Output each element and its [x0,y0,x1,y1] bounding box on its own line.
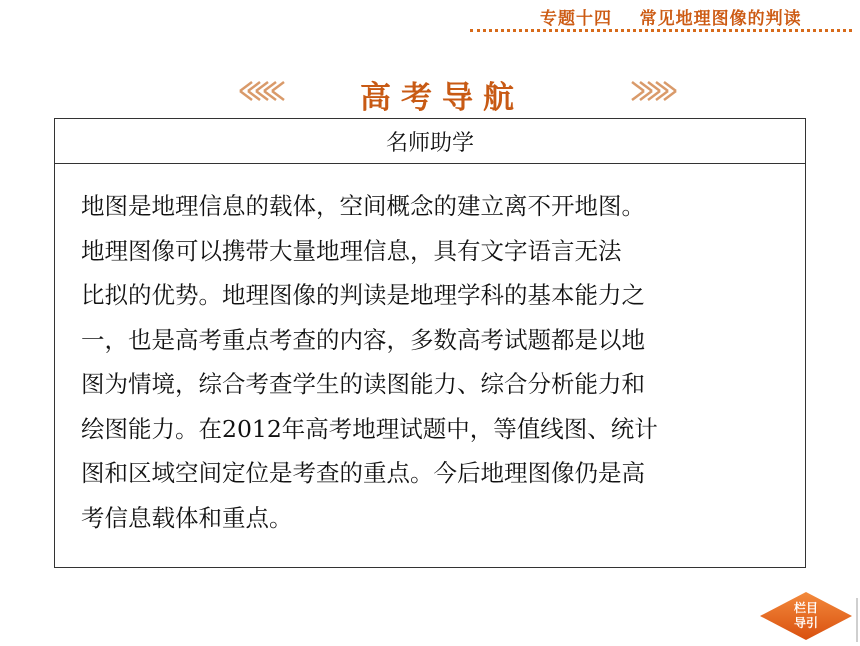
body-text-line: 地理图像可以携带大量地理信息，具有文字语言无法 [81,236,622,265]
panel-heading: 名师助学 [55,119,805,164]
page-edge-line [856,598,858,642]
section-title: 高考导航 [360,80,524,116]
body-text-line: 图为情境，综合考查学生的读图能力、综合分析能力和 [81,370,645,398]
body-text-line: 比拟的优势。地理图像的判读是地理学科的基本能力之 [81,281,645,309]
body-text-line: 图和区域空间定位是考查的重点。今后地理图像仍是高 [81,459,645,487]
body-text-line: 地图是地理信息的载体，空间概念的建立离不开地图。 [81,192,645,220]
chapter-title: 专题十四 常见地理图像的判读 [540,9,802,29]
section-nav-button[interactable] [758,590,854,642]
nav-button-label: 栏目 导引 [793,601,818,630]
left-slash-ornament [238,80,286,102]
body-text-line: 绘图能力。在2012年高考地理试题中，等值线图、统计 [81,414,658,443]
header-dotted-divider [470,29,852,32]
right-slash-ornament [630,80,678,102]
panel-body [55,164,805,540]
body-text-line: 一，也是高考重点考查的内容，多数高考试题都是以地 [81,325,645,354]
tips-panel [54,118,806,568]
body-text-line: 考信息载体和重点。 [81,503,293,532]
